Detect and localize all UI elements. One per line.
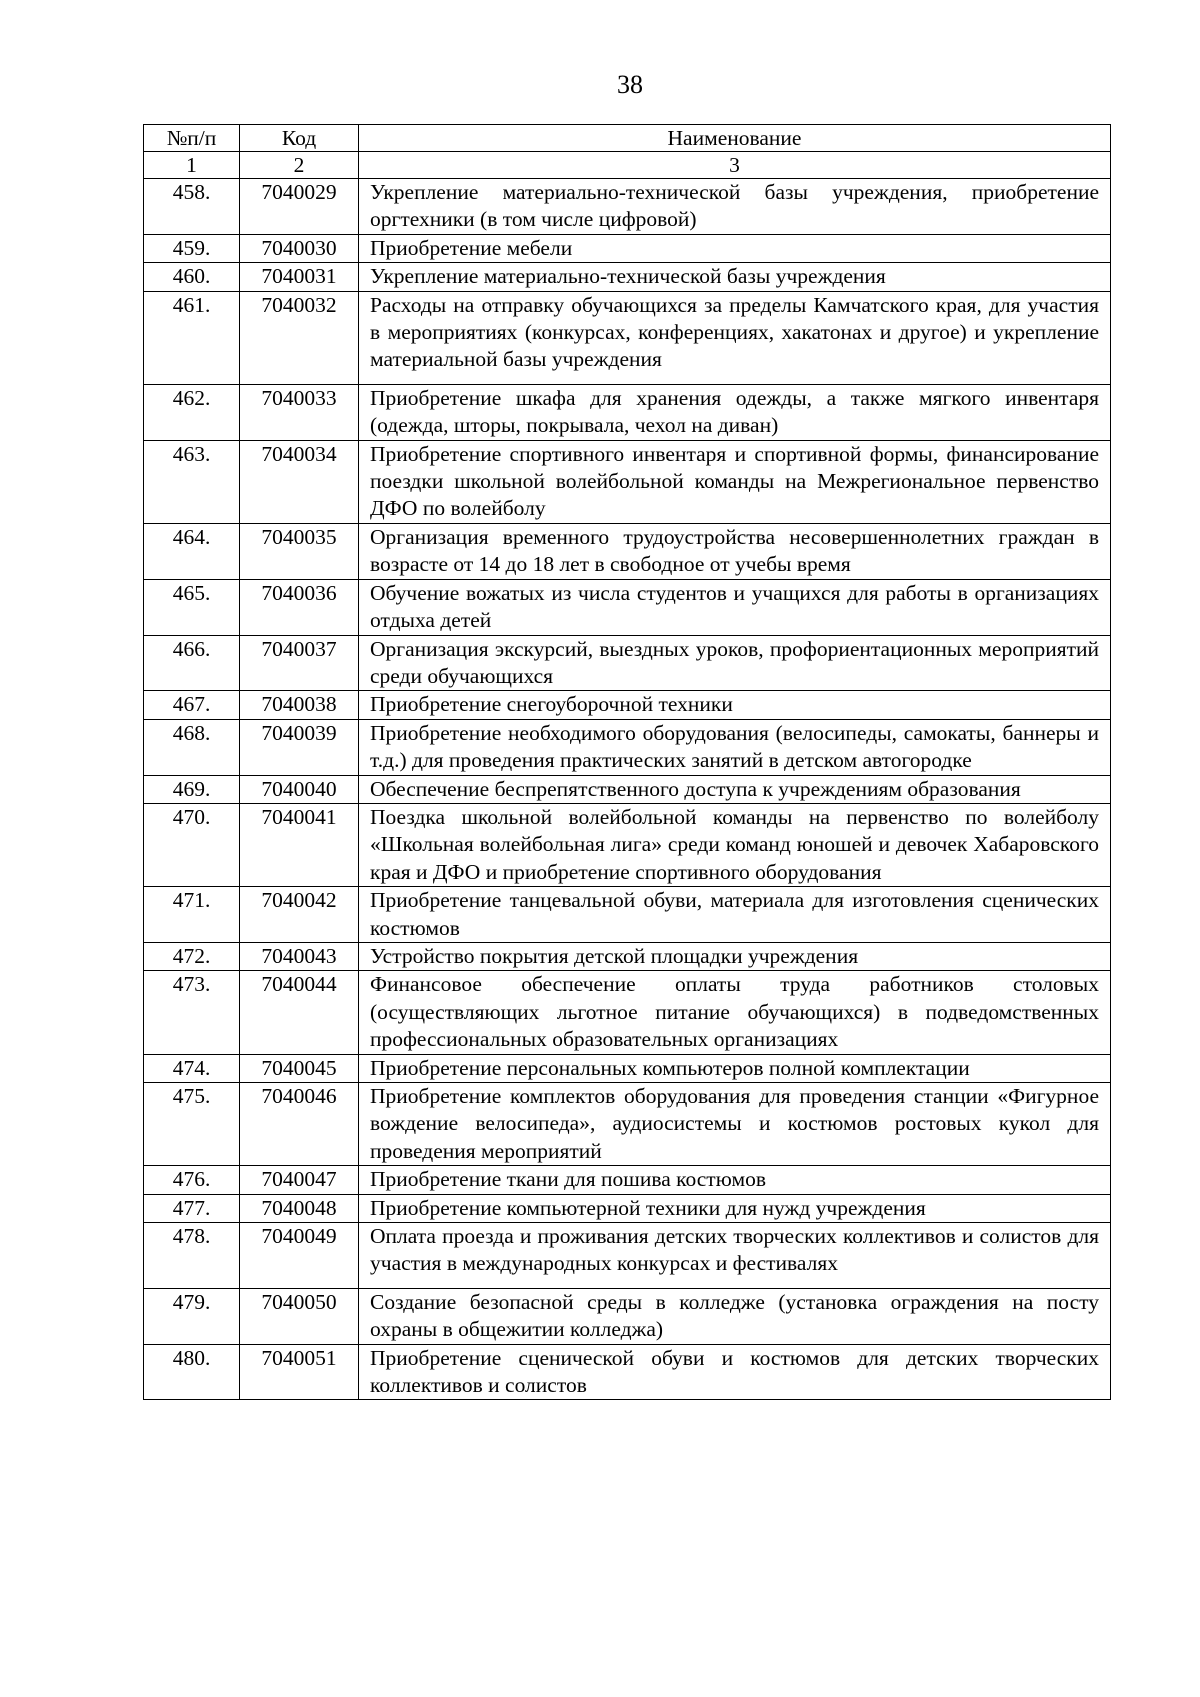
row-name: Оплата проезда и проживания детских творческих коллективов и солистов для участия в международных конкурсах и фестивалях bbox=[359, 1223, 1111, 1289]
row-code: 7040046 bbox=[240, 1083, 359, 1166]
table-row bbox=[144, 1194, 1111, 1222]
header-code: Код bbox=[240, 125, 359, 152]
row-name: Приобретение мебели bbox=[359, 234, 1111, 262]
row-name: Расходы на отправку обучающихся за пределы Камчатского края, для участия в мероприятиях (конкурсах, конференциях, хакатонах и другое) и укрепление материальной базы учреждения bbox=[359, 291, 1111, 384]
row-code: 7040051 bbox=[240, 1344, 359, 1400]
codes-table bbox=[143, 124, 1111, 1400]
table-row bbox=[144, 1223, 1111, 1289]
row-code: 7040030 bbox=[240, 234, 359, 262]
row-code: 7040042 bbox=[240, 887, 359, 943]
row-code: 7040041 bbox=[240, 803, 359, 886]
table-row bbox=[144, 579, 1111, 635]
row-name: Приобретение комплектов оборудования для проведения станции «Фигурное вождение велосипеда», аудиосистемы и костюмов ростовых кукол для проведения мероприятий bbox=[359, 1083, 1111, 1166]
table-row bbox=[144, 635, 1111, 691]
row-code: 7040034 bbox=[240, 440, 359, 523]
row-number: 459. bbox=[144, 234, 240, 262]
table-row bbox=[144, 775, 1111, 803]
table-row bbox=[144, 384, 1111, 440]
row-name: Организация экскурсий, выездных уроков, профориентационных мероприятий среди обучающихся bbox=[359, 635, 1111, 691]
row-name: Устройство покрытия детской площадки учреждения bbox=[359, 942, 1111, 970]
table-row bbox=[144, 1344, 1111, 1400]
row-number: 478. bbox=[144, 1223, 240, 1289]
row-code: 7040035 bbox=[240, 523, 359, 579]
row-code: 7040037 bbox=[240, 635, 359, 691]
row-name: Обучение вожатых из числа студентов и учащихся для работы в организациях отдыха детей bbox=[359, 579, 1111, 635]
row-name: Финансовое обеспечение оплаты труда работников столовых (осуществляющих льготное питание обучающихся) в подведомственных профессиональных образовательных организациях bbox=[359, 971, 1111, 1054]
header-name: Наименование bbox=[359, 125, 1111, 152]
row-code: 7040039 bbox=[240, 719, 359, 775]
row-number: 471. bbox=[144, 887, 240, 943]
row-number: 460. bbox=[144, 263, 240, 291]
table-row bbox=[144, 263, 1111, 291]
row-code: 7040029 bbox=[240, 179, 359, 235]
row-code: 7040045 bbox=[240, 1054, 359, 1082]
row-name: Приобретение шкафа для хранения одежды, а также мягкого инвентаря (одежда, шторы, покрывала, чехол на диван) bbox=[359, 384, 1111, 440]
row-number: 465. bbox=[144, 579, 240, 635]
row-number: 480. bbox=[144, 1344, 240, 1400]
table-row bbox=[144, 179, 1111, 235]
row-name: Приобретение снегоуборочной техники bbox=[359, 691, 1111, 719]
row-name: Укрепление материально-технической базы учреждения bbox=[359, 263, 1111, 291]
row-code: 7040040 bbox=[240, 775, 359, 803]
row-number: 464. bbox=[144, 523, 240, 579]
page-number: 38 bbox=[617, 70, 643, 99]
row-name: Приобретение спортивного инвентаря и спортивной формы, финансирование поездки школьной волейбольной команды на Межрегиональное первенство ДФО по волейболу bbox=[359, 440, 1111, 523]
row-number: 463. bbox=[144, 440, 240, 523]
table-row bbox=[144, 523, 1111, 579]
table-row bbox=[144, 971, 1111, 1054]
row-code: 7040044 bbox=[240, 971, 359, 1054]
table-row bbox=[144, 803, 1111, 886]
codes-table-body bbox=[144, 125, 1111, 1400]
row-code: 7040043 bbox=[240, 942, 359, 970]
row-name: Обеспечение беспрепятственного доступа к учреждениям образования bbox=[359, 775, 1111, 803]
row-code: 7040033 bbox=[240, 384, 359, 440]
column-number-3: 3 bbox=[359, 152, 1111, 179]
column-number-1: 1 bbox=[144, 152, 240, 179]
row-number: 461. bbox=[144, 291, 240, 384]
table-row bbox=[144, 691, 1111, 719]
row-code: 7040049 bbox=[240, 1223, 359, 1289]
row-number: 473. bbox=[144, 971, 240, 1054]
row-name: Укрепление материально-технической базы учреждения, приобретение оргтехники (в том числе цифровой) bbox=[359, 179, 1111, 235]
row-number: 477. bbox=[144, 1194, 240, 1222]
row-name: Создание безопасной среды в колледже (установка ограждения на посту охраны в общежитии колледжа) bbox=[359, 1288, 1111, 1344]
row-code: 7040038 bbox=[240, 691, 359, 719]
row-number: 472. bbox=[144, 942, 240, 970]
table-row bbox=[144, 1288, 1111, 1344]
column-number-row bbox=[144, 152, 1111, 179]
table-row bbox=[144, 1054, 1111, 1082]
row-number: 475. bbox=[144, 1083, 240, 1166]
row-code: 7040047 bbox=[240, 1166, 359, 1194]
row-name: Поездка школьной волейбольной команды на первенство по волейболу «Школьная волейбольная лига» среди команд юношей и девочек Хабаровского края и ДФО и приобретение спортивного оборудования bbox=[359, 803, 1111, 886]
row-code: 7040048 bbox=[240, 1194, 359, 1222]
table-row bbox=[144, 234, 1111, 262]
row-number: 458. bbox=[144, 179, 240, 235]
row-name: Организация временного трудоустройства несовершеннолетних граждан в возрасте от 14 до 18 лет в свободное от учебы время bbox=[359, 523, 1111, 579]
row-number: 469. bbox=[144, 775, 240, 803]
table-row bbox=[144, 1166, 1111, 1194]
row-name: Приобретение необходимого оборудования (велосипеды, самокаты, баннеры и т.д.) для проведения практических занятий в детском автогородке bbox=[359, 719, 1111, 775]
row-number: 462. bbox=[144, 384, 240, 440]
table-row bbox=[144, 440, 1111, 523]
row-number: 468. bbox=[144, 719, 240, 775]
row-number: 476. bbox=[144, 1166, 240, 1194]
header-number: №п/п bbox=[144, 125, 240, 152]
row-name: Приобретение компьютерной техники для нужд учреждения bbox=[359, 1194, 1111, 1222]
row-number: 467. bbox=[144, 691, 240, 719]
row-name: Приобретение персональных компьютеров полной комплектации bbox=[359, 1054, 1111, 1082]
table-row bbox=[144, 942, 1111, 970]
row-name: Приобретение танцевальной обуви, материала для изготовления сценических костюмов bbox=[359, 887, 1111, 943]
table-header-row bbox=[144, 125, 1111, 152]
row-code: 7040031 bbox=[240, 263, 359, 291]
table-row bbox=[144, 291, 1111, 384]
row-name: Приобретение сценической обуви и костюмов для детских творческих коллективов и солистов bbox=[359, 1344, 1111, 1400]
row-name: Приобретение ткани для пошива костюмов bbox=[359, 1166, 1111, 1194]
column-number-2: 2 bbox=[240, 152, 359, 179]
table-row bbox=[144, 887, 1111, 943]
row-code: 7040036 bbox=[240, 579, 359, 635]
row-number: 479. bbox=[144, 1288, 240, 1344]
row-code: 7040050 bbox=[240, 1288, 359, 1344]
row-number: 466. bbox=[144, 635, 240, 691]
row-code: 7040032 bbox=[240, 291, 359, 384]
table-row bbox=[144, 1083, 1111, 1166]
row-number: 470. bbox=[144, 803, 240, 886]
table-row bbox=[144, 719, 1111, 775]
row-number: 474. bbox=[144, 1054, 240, 1082]
